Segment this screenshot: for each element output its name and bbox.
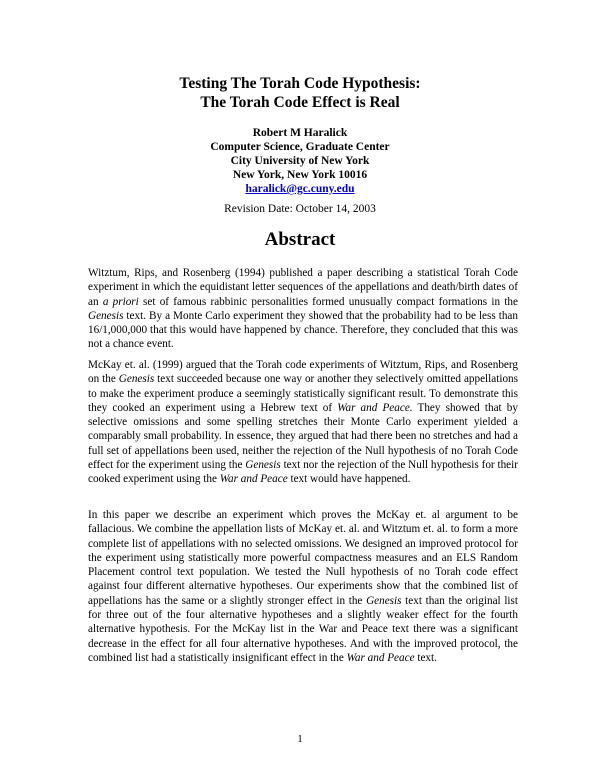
revision-date: Revision Date: October 14, 2003 [224,203,376,215]
page-number: 1 [297,733,303,745]
italic-term: a priori [102,295,139,308]
abstract-heading: Abstract [264,229,336,250]
abstract-paragraph-2 [88,358,518,487]
text-run: In this paper we describe an experiment which proves the McKay et. al argument to be fallacious. We combine the appellation lists of McKay et. al. and Witztum et. al. to form a more complete list of appellations with no selected omissions. We designed an improved protocol for the experiment using statistically more powerful compactness measures and an ELS Random Placement control text population. We tested the Null hypothesis of no Torah code effect against four different alternative hypotheses. Our experiments show that the combined list of appellations has the same or a slightly stronger effect in the [88,509,518,607]
author-institution: City University of New York [230,155,370,167]
author-name: Robert M Haralick [252,127,348,139]
paper-title [0,74,600,112]
text-run: text nor the rejection of the Null hypothesis for their cooked experiment using the [88,459,518,486]
abstract-paragraph-3 [88,508,518,665]
title-line-2: The Torah Code Effect is Real [200,94,400,111]
italic-term: War and Peace [219,473,288,486]
italic-term: War and Peace. [337,401,413,414]
author-email-link[interactable]: haralick@gc.cuny.edu [245,183,355,195]
title-line-1: Testing The Torah Code Hypothesis: [179,75,421,92]
text-run: text. [414,651,437,664]
italic-term: Genesis [245,459,281,472]
text-run: text than the original list for three out of the four alternative hypotheses and a slightly weaker effect for the fourth alternative hypothesis. For the McKay list in the War and Peace text there was a significant decrease in the effect for all four alternative hypotheses. And with the improved protocol, the combined list had a statistically insignificant effect in the [88,594,519,664]
author-location: New York, New York 10016 [232,169,368,181]
text-run: text succeeded because one way or another they selectively omitted appellations to make the experiment produce a seemingly statistically significant result. To demonstrate this they cooked an experiment using a Hebrew text of [88,373,518,414]
italic-term: War and Peace [346,651,415,664]
text-run: McKay et. al. (1999) argued that the Torah code experiments of Witztum, Rips, and Rosenberg on the [88,359,518,386]
author-block [0,126,600,196]
abstract-paragraph-1 [88,266,518,352]
text-run: They showed that by selective omissions and some spelling stretches their Monte Carlo experiment yielded a comparably small probability. In essence, they argued that had there been no stretches and had a full set of appellations been used, neither the rejection of the Null hypothesis of no Torah Code effect for the experiment using the [88,401,518,472]
italic-term: Genesis [118,373,155,386]
italic-term: Genesis [366,594,402,607]
italic-term: Genesis [88,309,124,322]
text-run: set of famous rabbinic personalities formed unusually compact formations in the [138,295,518,308]
text-run: Witztum, Rips, and Rosenberg (1994) published a paper describing a statistical Torah Code experiment in which the equidistant letter sequences of the appellations and death/birth dates of an [88,267,518,308]
author-department: Computer Science, Graduate Center [210,141,390,153]
text-run: text. By a Monte Carlo experiment they showed that the probability had to be less than 16/1,000,000 that this would have happened by chance. Therefore, they concluded that this was not a chance event. [88,309,518,351]
text-run: text would have happened. [287,473,411,486]
